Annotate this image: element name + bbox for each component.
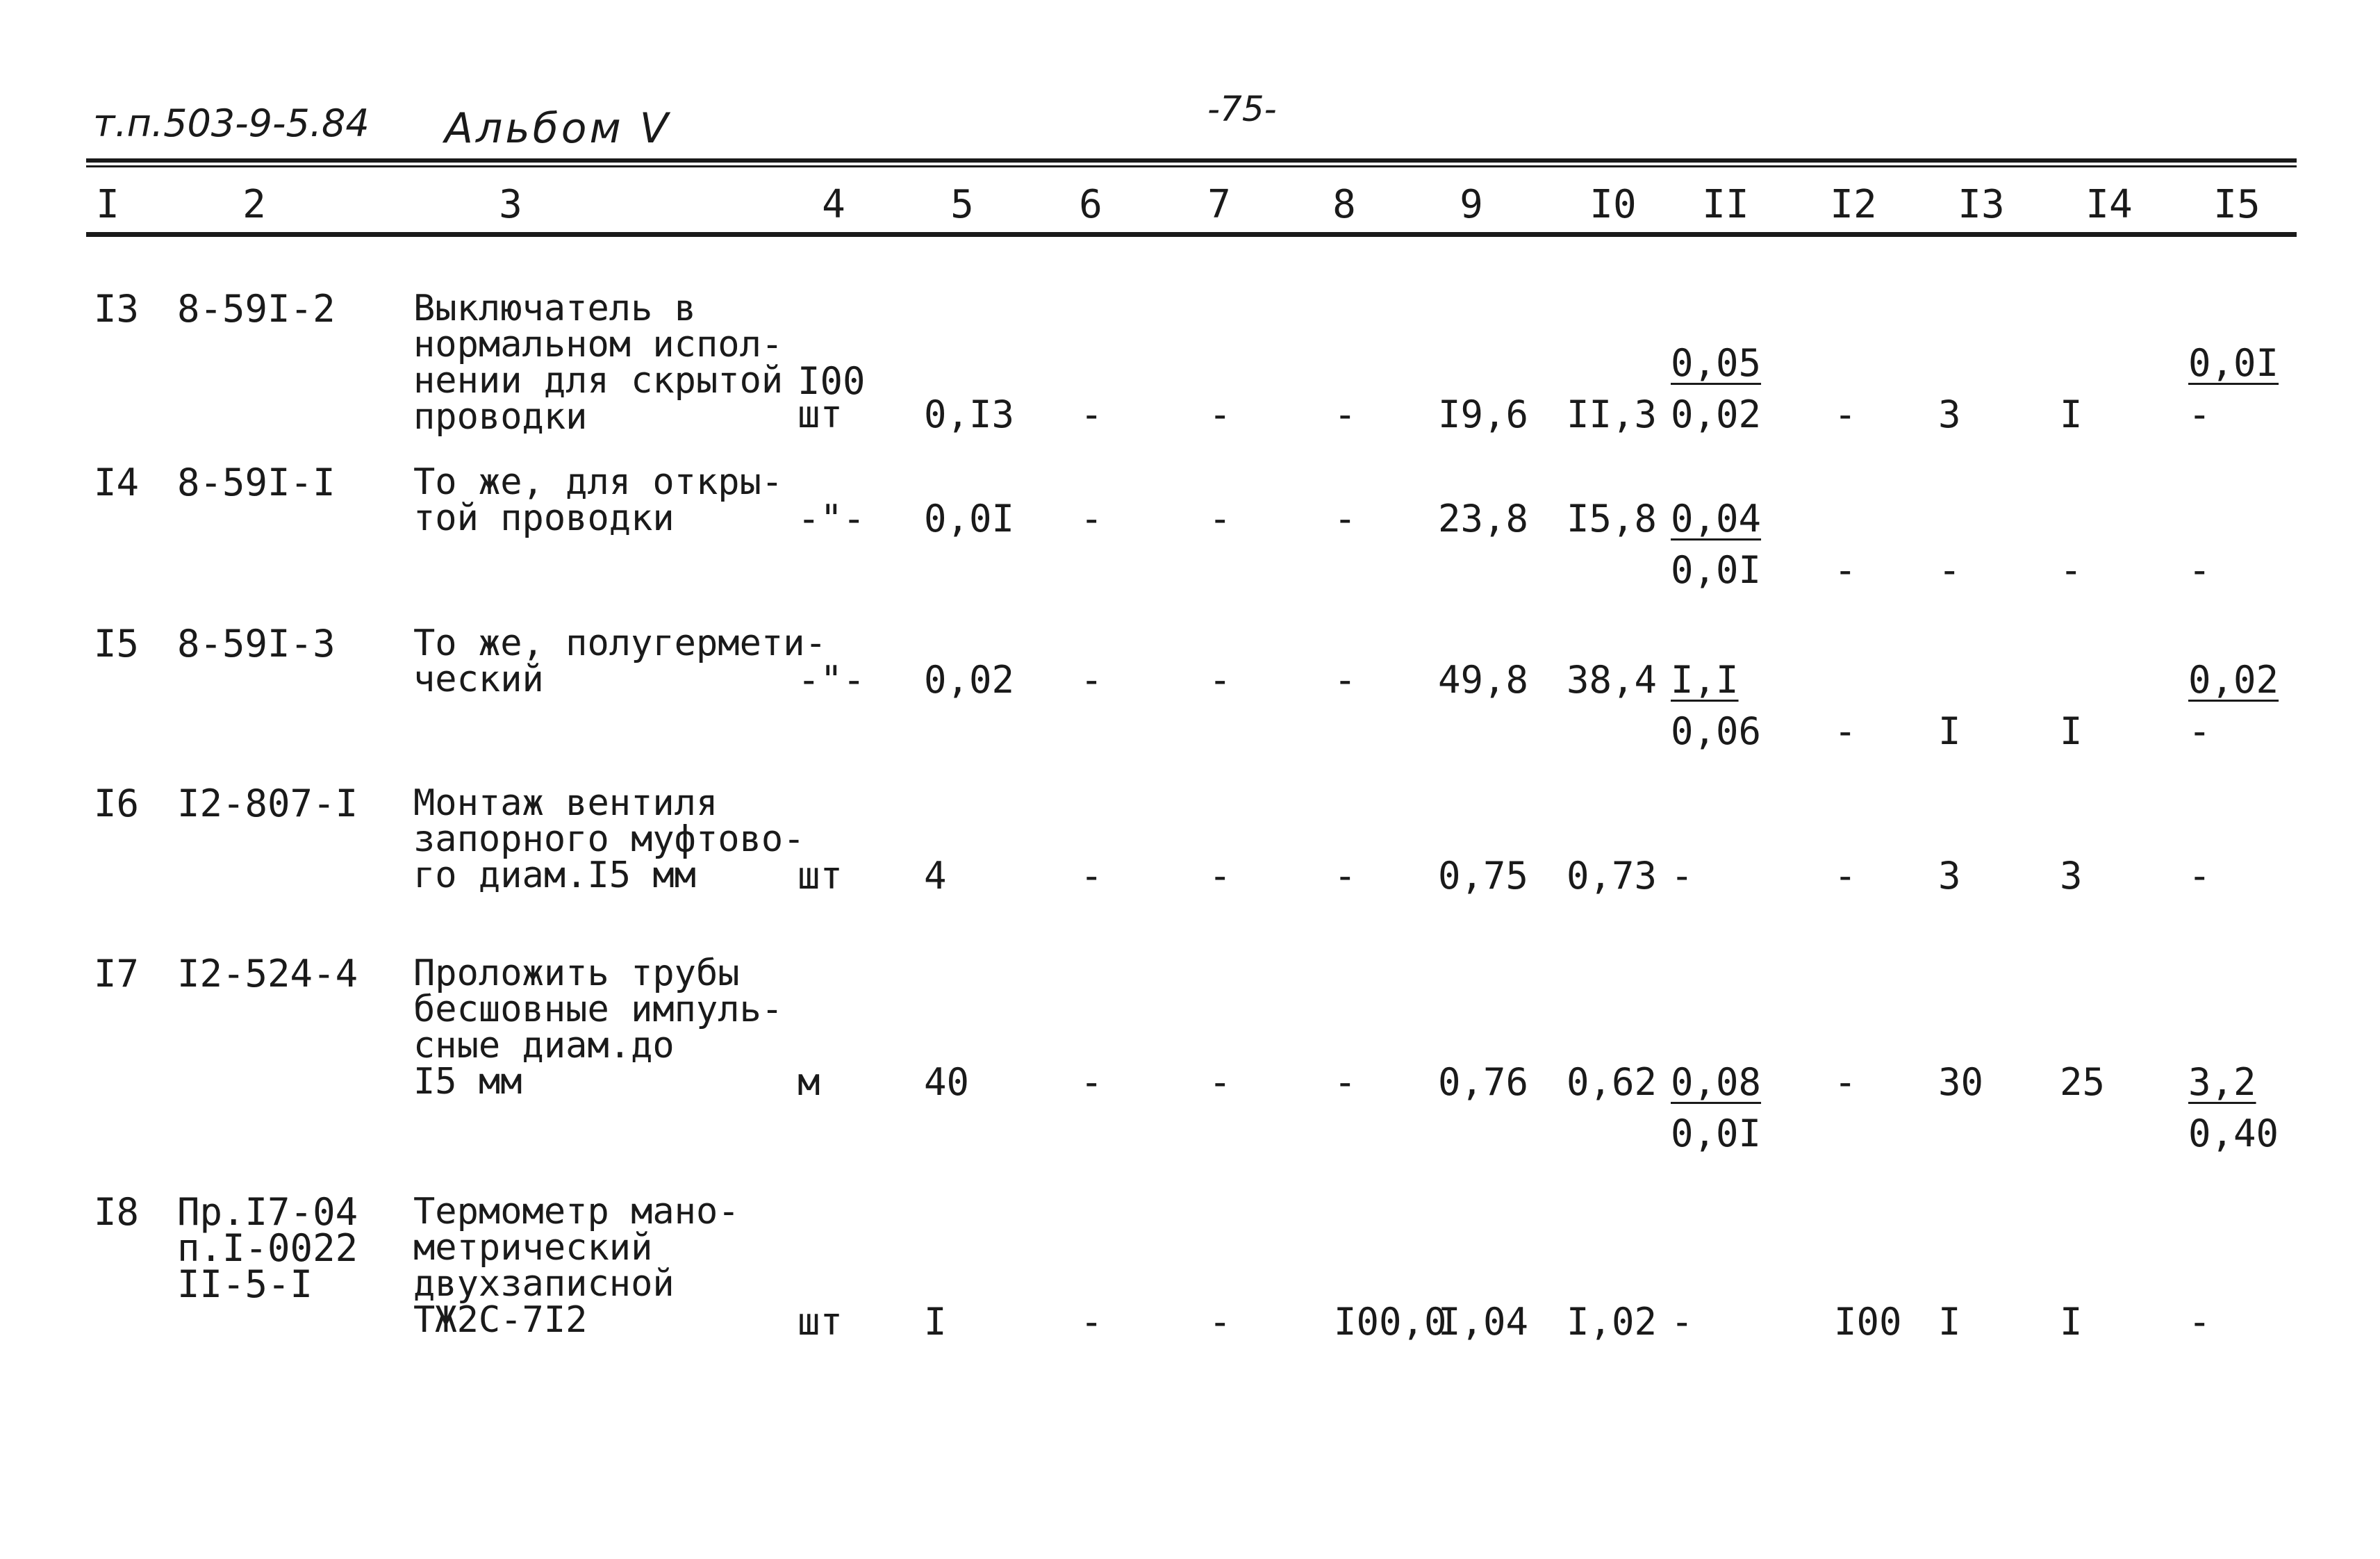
- row-col6: -: [1080, 393, 1103, 436]
- col-header-9: 9: [1460, 182, 1483, 227]
- header-rule: [86, 232, 2297, 237]
- row-col11-top: 0,04: [1671, 497, 1762, 541]
- row-qty: 40: [924, 1060, 970, 1104]
- row-description-line: I5 мм: [413, 1061, 522, 1103]
- row-col10: I,02: [1567, 1300, 1658, 1344]
- col-header-4: 4: [822, 182, 845, 227]
- row-col14: I: [2060, 709, 2083, 753]
- row-description-line: Термометр мано-: [413, 1191, 740, 1232]
- row-col14: I: [2060, 393, 2083, 436]
- row-col7: -: [1209, 393, 1232, 436]
- row-description-line: той проводки: [413, 497, 675, 539]
- row-col15-bottom: -: [2188, 548, 2211, 592]
- col-header-12: I2: [1830, 182, 1877, 227]
- row-col14: 25: [2060, 1060, 2106, 1104]
- row-code: 8-59I-3: [177, 622, 336, 666]
- row-col7: -: [1209, 1060, 1232, 1104]
- row-col9: 49,8: [1438, 658, 1529, 702]
- row-col12: -: [1834, 854, 1857, 898]
- col-header-15: I5: [2213, 182, 2261, 227]
- row-description-line: Проложить трубы: [413, 952, 740, 994]
- row-col15-top: 0,0I: [2188, 341, 2279, 385]
- row-col14: 3: [2060, 854, 2083, 898]
- row-col11-top: I,I: [1671, 658, 1739, 702]
- row-col8: -: [1334, 658, 1357, 702]
- col-header-13: I3: [1958, 182, 2005, 227]
- row-unit: -"-: [798, 658, 866, 702]
- row-qty: 0,02: [924, 658, 1015, 702]
- row-col11-top: 0,08: [1671, 1060, 1762, 1104]
- row-col11-top: -: [1671, 854, 1694, 898]
- row-col14: I: [2060, 1300, 2083, 1344]
- row-col15-top: -: [2188, 854, 2211, 898]
- col-header-1: I: [96, 182, 119, 227]
- row-col14: -: [2060, 548, 2083, 592]
- row-col7: -: [1209, 854, 1232, 898]
- row-col15-top: 3,2: [2188, 1060, 2256, 1104]
- row-description-line: ческий: [413, 659, 544, 700]
- col-header-7: 7: [1207, 182, 1231, 227]
- row-code: Пр.I7-04: [177, 1190, 358, 1234]
- col-header-3: 3: [499, 182, 522, 227]
- row-col15-bottom: -: [2188, 709, 2211, 753]
- row-col12: -: [1834, 393, 1857, 436]
- row-col8: I00,0: [1334, 1300, 1447, 1344]
- col-header-14: I4: [2085, 182, 2133, 227]
- row-number: I6: [94, 782, 140, 825]
- row-description-line: нении для скрытой: [413, 360, 784, 402]
- row-col7: -: [1209, 1300, 1232, 1344]
- row-col11-top: -: [1671, 1300, 1694, 1344]
- row-col8: -: [1334, 1060, 1357, 1104]
- row-qty: 0,I3: [924, 393, 1015, 436]
- row-description-line: нормальном испол-: [413, 324, 784, 365]
- row-code: 8-59I-2: [177, 287, 336, 331]
- row-col13: I: [1938, 1300, 1961, 1344]
- row-unit: м: [798, 1060, 820, 1104]
- row-col7: -: [1209, 497, 1232, 541]
- row-col11-bottom: 0,0I: [1671, 1112, 1762, 1155]
- row-col12: -: [1834, 1060, 1857, 1104]
- row-number: I7: [94, 952, 140, 996]
- row-description-line: двухзаписной: [413, 1263, 675, 1305]
- row-col12: -: [1834, 548, 1857, 592]
- row-col13: 3: [1938, 854, 1961, 898]
- row-col15-bottom: -: [2188, 393, 2211, 436]
- row-col6: -: [1080, 497, 1103, 541]
- row-col13: I: [1938, 709, 1961, 753]
- col-header-6: 6: [1079, 182, 1102, 227]
- row-col6: -: [1080, 1060, 1103, 1104]
- row-col11-bottom: 0,06: [1671, 709, 1762, 753]
- row-col10: 0,62: [1567, 1060, 1658, 1104]
- row-description-line: Выключатель в: [413, 288, 696, 329]
- row-description-line: го диам.I5 мм: [413, 855, 696, 896]
- row-qty: 0,0I: [924, 497, 1015, 541]
- row-unit: шт: [798, 1300, 843, 1344]
- col-header-11: II: [1702, 182, 1749, 227]
- row-col9: 0,75: [1438, 854, 1529, 898]
- row-code: 8-59I-I: [177, 461, 336, 504]
- row-col13: -: [1938, 548, 1961, 592]
- row-description-line: сные диам.до: [413, 1025, 675, 1066]
- row-description-line: метрический: [413, 1227, 653, 1269]
- top-rule: [86, 158, 2297, 163]
- row-col11-bottom: 0,02: [1671, 393, 1762, 436]
- row-col15-bottom: 0,40: [2188, 1112, 2279, 1155]
- row-col13: 30: [1938, 1060, 1984, 1104]
- row-unit: -"-: [798, 497, 866, 541]
- row-col11-top: 0,05: [1671, 341, 1762, 385]
- col-header-2: 2: [242, 182, 266, 227]
- row-col7: -: [1209, 658, 1232, 702]
- row-col9: 0,76: [1438, 1060, 1529, 1104]
- row-description-line: запорного муфтово-: [413, 818, 805, 860]
- row-col10: I5,8: [1567, 497, 1658, 541]
- row-col9: 23,8: [1438, 497, 1529, 541]
- row-col6: -: [1080, 1300, 1103, 1344]
- row-qty: 4: [924, 854, 947, 898]
- row-code: I2-807-I: [177, 782, 358, 825]
- document-code: т.п.503-9-5.84: [93, 101, 370, 145]
- row-col8: -: [1334, 393, 1357, 436]
- row-col9: I9,6: [1438, 393, 1529, 436]
- row-code: II-5-I: [177, 1262, 313, 1306]
- row-number: I8: [94, 1190, 140, 1234]
- album-title: Альбом V: [445, 104, 671, 153]
- row-col15-top: -: [2188, 1300, 2211, 1344]
- row-qty: I: [924, 1300, 947, 1344]
- row-col8: -: [1334, 854, 1357, 898]
- row-description-line: То же, для откры-: [413, 461, 784, 503]
- row-col13: 3: [1938, 393, 1961, 436]
- top-rule-thin: [86, 165, 2297, 167]
- row-col9: I,04: [1438, 1300, 1529, 1344]
- row-col6: -: [1080, 658, 1103, 702]
- col-header-10: I0: [1589, 182, 1637, 227]
- row-number: I4: [94, 461, 140, 504]
- row-unit: шт: [798, 854, 843, 898]
- row-description-line: бесшовные импуль-: [413, 989, 784, 1030]
- row-description-line: То же, полугермети-: [413, 622, 827, 664]
- row-col12: -: [1834, 709, 1857, 753]
- row-description-line: Монтаж вентиля: [413, 782, 718, 824]
- row-col6: -: [1080, 854, 1103, 898]
- row-col10: II,3: [1567, 393, 1658, 436]
- row-code: I2-524-4: [177, 952, 358, 996]
- row-col10: 38,4: [1567, 658, 1658, 702]
- row-unit: шт: [798, 393, 843, 436]
- row-code: п.I-0022: [177, 1226, 358, 1270]
- row-col15-top: 0,02: [2188, 658, 2279, 702]
- row-unit: I00: [798, 359, 866, 403]
- row-number: I5: [94, 622, 140, 666]
- row-col8: -: [1334, 497, 1357, 541]
- page-number: -75-: [1207, 89, 1277, 129]
- row-col12: I00: [1834, 1300, 1902, 1344]
- col-header-8: 8: [1332, 182, 1356, 227]
- col-header-5: 5: [950, 182, 974, 227]
- row-col11-bottom: 0,0I: [1671, 548, 1762, 592]
- row-col10: 0,73: [1567, 854, 1658, 898]
- row-description-line: проводки: [413, 396, 588, 438]
- row-description-line: ТЖ2С-7I2: [413, 1299, 588, 1341]
- row-number: I3: [94, 287, 140, 331]
